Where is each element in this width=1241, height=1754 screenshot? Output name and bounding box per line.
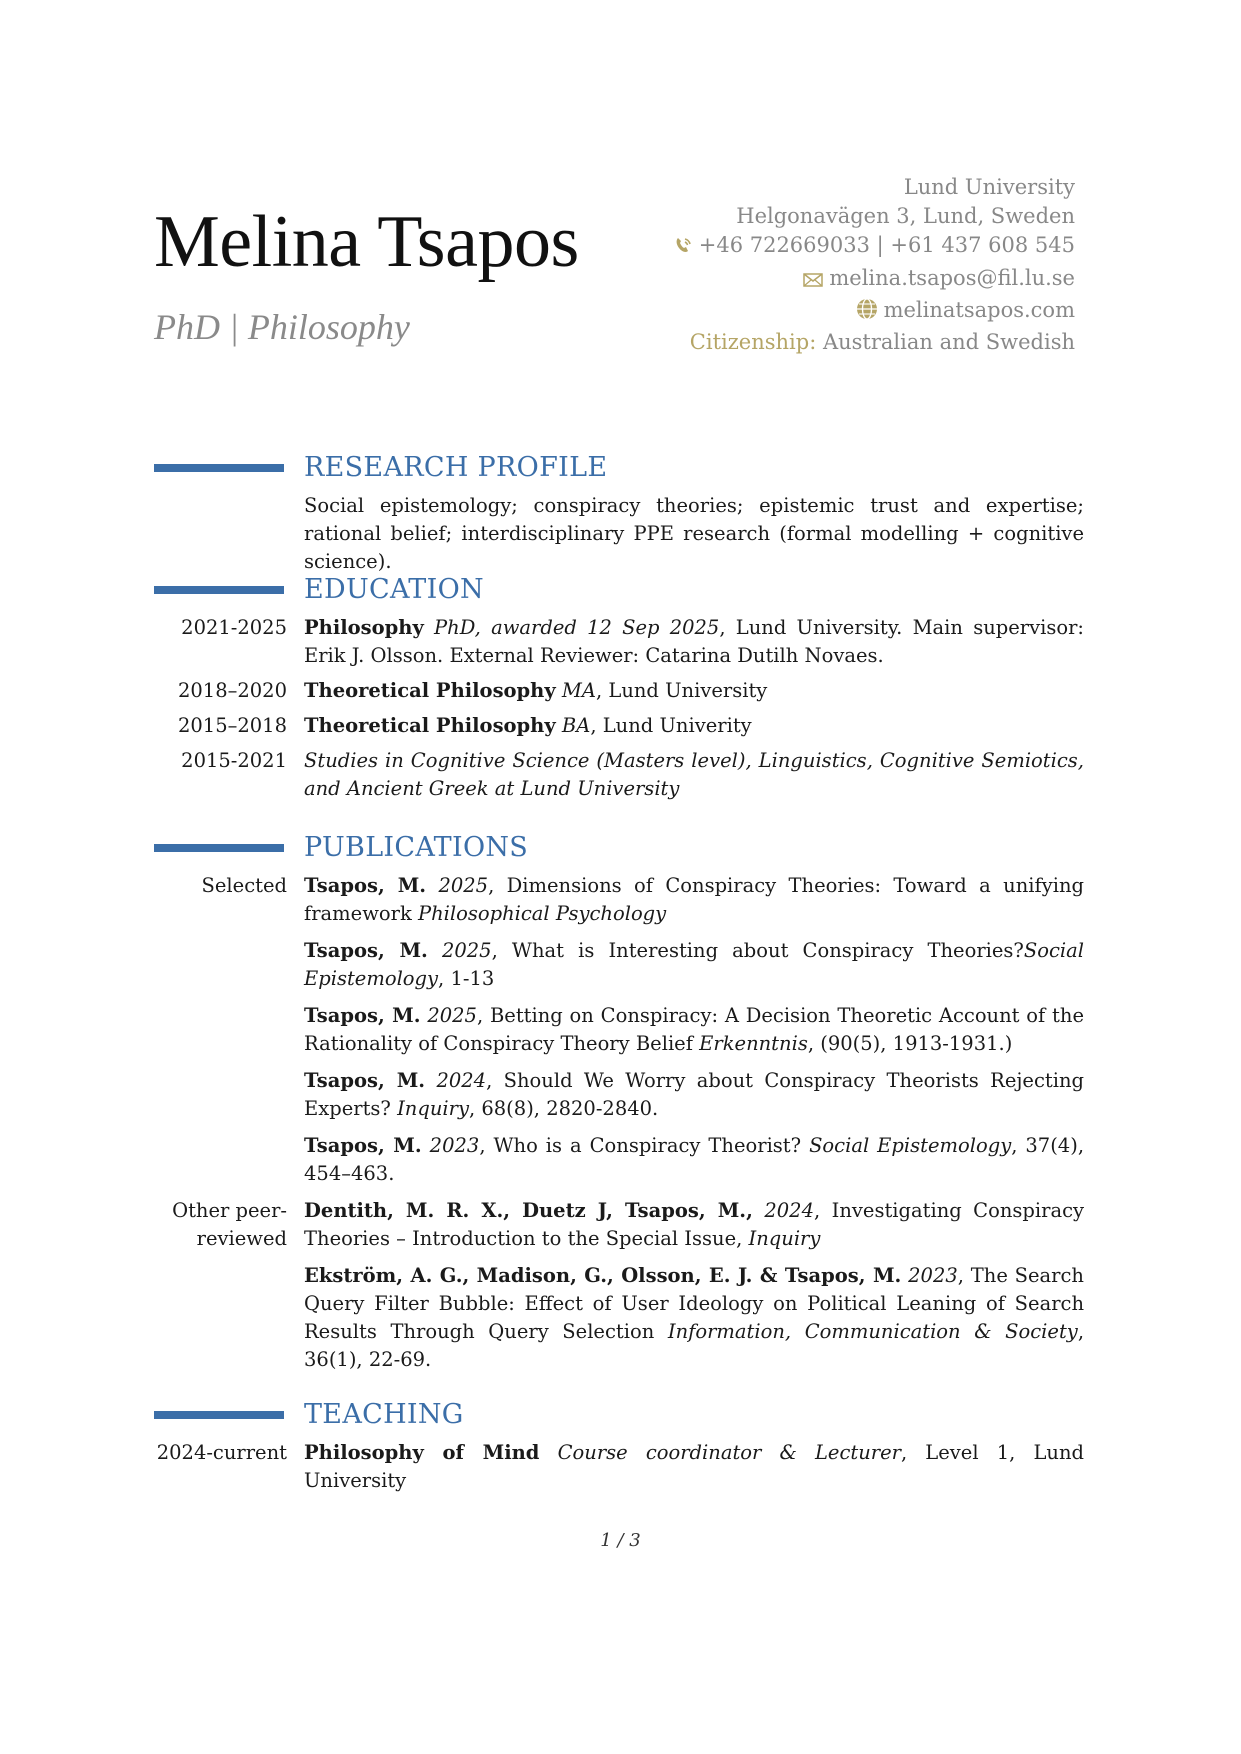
section-bar — [154, 1411, 284, 1419]
phone-line — [673, 231, 1075, 263]
publication-entry — [154, 937, 1084, 993]
globe-icon — [856, 298, 878, 328]
education-entry — [154, 712, 1084, 740]
pub-details: , (90(5), 1913-1931.) — [807, 1032, 1013, 1055]
publications-section — [154, 830, 1084, 1374]
teaching-section — [154, 1397, 1084, 1495]
pub-details: , 37(4), 454–463. — [304, 1134, 1085, 1185]
entry-body — [304, 614, 1084, 670]
publication-group-label: Selected — [201, 874, 287, 897]
phone-numbers[interactable]: +46 722669033 | +61 437 608 545 — [698, 233, 1075, 258]
entry-body — [304, 747, 1084, 803]
pub-title: , Investigating Conspiracy Theories – Introduction to the Special Issue, — [304, 1199, 1085, 1250]
section-header — [154, 1397, 1084, 1433]
research-entry — [154, 492, 1084, 576]
entry-degree: PhD, awarded 12 Sep 2025 — [434, 616, 720, 639]
pub-venue: Information, Communication & Society — [667, 1320, 1078, 1343]
entry-subject: Theoretical Philosophy — [304, 714, 556, 737]
entry-rest: , Lund University — [595, 679, 768, 702]
publication-entry — [154, 1197, 1084, 1253]
pub-details: , 68(8), 2820-2840. — [468, 1097, 659, 1120]
pub-authors: Dentith, M. R. X., Duetz J, Tsapos, M., — [304, 1199, 753, 1222]
pub-year: 2025 — [427, 1004, 477, 1027]
publication-entry — [154, 1002, 1084, 1058]
entry-date: 2021-2025 — [181, 616, 287, 639]
pub-title: , Dimensions of Conspiracy Theories: Toward a unifying framework — [304, 874, 1084, 925]
entry-degree: Studies in Cognitive Science (Masters level), Linguistics, Cognitive Semiotics, and Ancient Greek at Lund University — [304, 749, 1084, 800]
section-header — [154, 830, 1084, 866]
publication-body — [304, 937, 1084, 993]
pub-year: 2023 — [908, 1264, 958, 1287]
section-header — [154, 572, 1084, 608]
pub-title: , The Search Query Filter Bubble: Effect of User Ideology on Political Leaning of Search Results Through Query Selection — [304, 1264, 1084, 1343]
publication-entry — [154, 1067, 1084, 1123]
institution: Lund University — [903, 175, 1075, 199]
entry-date: 2015–2018 — [177, 714, 287, 737]
pub-authors: Ekström, A. G., Madison, G., Olsson, E. J. & Tsapos, M. — [304, 1264, 902, 1287]
publication-body — [304, 872, 1084, 928]
entry-date: 2015-2021 — [181, 749, 287, 772]
pub-venue: Inquiry — [748, 1227, 821, 1250]
publication-entry — [154, 1132, 1084, 1188]
pub-authors: Tsapos, M. — [304, 939, 428, 962]
entry-date: 2024-current — [156, 1441, 287, 1464]
address: Helgonavägen 3, Lund, Sweden — [736, 204, 1075, 229]
entry-degree: MA — [561, 679, 596, 702]
education-entry — [154, 677, 1084, 705]
pub-venue: Philosophical Psychology — [417, 902, 667, 925]
entry-body — [304, 712, 1084, 740]
pub-details: , 1-13 — [438, 967, 495, 990]
pub-details: , 36(1), 22-69. — [304, 1320, 1085, 1371]
pub-title: , Who is a Conspiracy Theorist? — [479, 1134, 810, 1157]
publication-body — [304, 1067, 1084, 1123]
course-name: Philosophy of Mind — [304, 1441, 540, 1464]
pub-title: , Should We Worry about Conspiracy Theorists Rejecting Experts? — [304, 1069, 1085, 1120]
pub-year: 2024 — [436, 1069, 487, 1092]
entry-rest: , Lund University. Main supervisor: Erik J. Olsson. External Reviewer: Catarina Dutilh Novaes. — [304, 616, 1084, 667]
education-entry — [154, 614, 1084, 670]
research-text: Social epistemology; conspiracy theories; epistemic trust and expertise; rational belief; interdisciplinary PPE research (formal modelling + cognitive science). — [304, 494, 1084, 573]
pub-year: 2025 — [438, 874, 489, 897]
citizenship-line — [673, 328, 1075, 357]
section-bar — [154, 586, 284, 594]
contact-block — [673, 173, 1075, 357]
cv-subtitle: PhD | Philosophy — [154, 307, 410, 347]
publication-body — [304, 1132, 1084, 1188]
pub-authors: Tsapos, M. — [304, 874, 427, 897]
pub-year: 2024 — [764, 1199, 814, 1222]
section-bar — [154, 844, 284, 852]
section-bar — [154, 464, 284, 472]
section-title: RESEARCH PROFILE — [304, 452, 608, 483]
entry-subject: Philosophy — [304, 616, 424, 639]
publication-body — [304, 1262, 1084, 1374]
entry-body — [304, 677, 1084, 705]
entry-date: 2018–2020 — [177, 679, 287, 702]
cv-name: Melina Tsapos — [154, 201, 579, 283]
pub-venue: Social Epistemology — [304, 939, 1085, 990]
education-section — [154, 572, 1084, 803]
entry-subject: Theoretical Philosophy — [304, 679, 556, 702]
publication-group-label: Other peer-reviewed — [172, 1199, 287, 1250]
phone-icon — [673, 234, 693, 263]
research-profile-section — [154, 450, 1084, 576]
entry-body — [304, 1439, 1084, 1495]
pub-authors: Tsapos, M. — [304, 1134, 422, 1157]
section-title: EDUCATION — [304, 574, 484, 605]
email-line — [673, 264, 1075, 296]
entry-rest: , Lund Univerity — [590, 714, 752, 737]
publication-body — [304, 1002, 1084, 1058]
citizenship-value: Australian and Swedish — [822, 330, 1075, 355]
education-entry — [154, 747, 1084, 803]
pub-title: , What is Interesting about Conspiracy Theories? — [491, 939, 1024, 962]
envelope-icon — [803, 267, 823, 296]
section-title: PUBLICATIONS — [304, 832, 529, 863]
website-link[interactable]: melinatsapos.com — [883, 297, 1075, 322]
section-title: TEACHING — [304, 1399, 464, 1430]
entry-degree: BA — [561, 714, 591, 737]
pub-venue: Inquiry — [397, 1097, 469, 1120]
course-role: Course coordinator & Lecturer — [557, 1441, 901, 1464]
pub-title: , Betting on Conspiracy: A Decision Theoretic Account of the Rationality of Conspiracy Theory Belief — [304, 1004, 1084, 1055]
pub-venue: Erkenntnis — [699, 1032, 808, 1055]
pub-year: 2025 — [441, 939, 492, 962]
website-line — [673, 296, 1075, 328]
teaching-entry — [154, 1439, 1084, 1495]
pub-authors: Tsapos, M. — [304, 1069, 426, 1092]
pub-venue: Social Epistemology — [809, 1134, 1012, 1157]
course-rest: , Level 1, Lund University — [304, 1441, 1085, 1492]
citizenship-label: Citizenship: — [689, 330, 817, 355]
email-link[interactable]: melina.tsapos@fil.lu.se — [829, 265, 1075, 290]
page-number: 1 / 3 — [600, 1530, 641, 1551]
publication-entry — [154, 1262, 1084, 1374]
section-header — [154, 450, 1084, 486]
pub-authors: Tsapos, M. — [304, 1004, 421, 1027]
publication-entry — [154, 872, 1084, 928]
pub-year: 2023 — [429, 1134, 480, 1157]
publication-body — [304, 1197, 1084, 1253]
